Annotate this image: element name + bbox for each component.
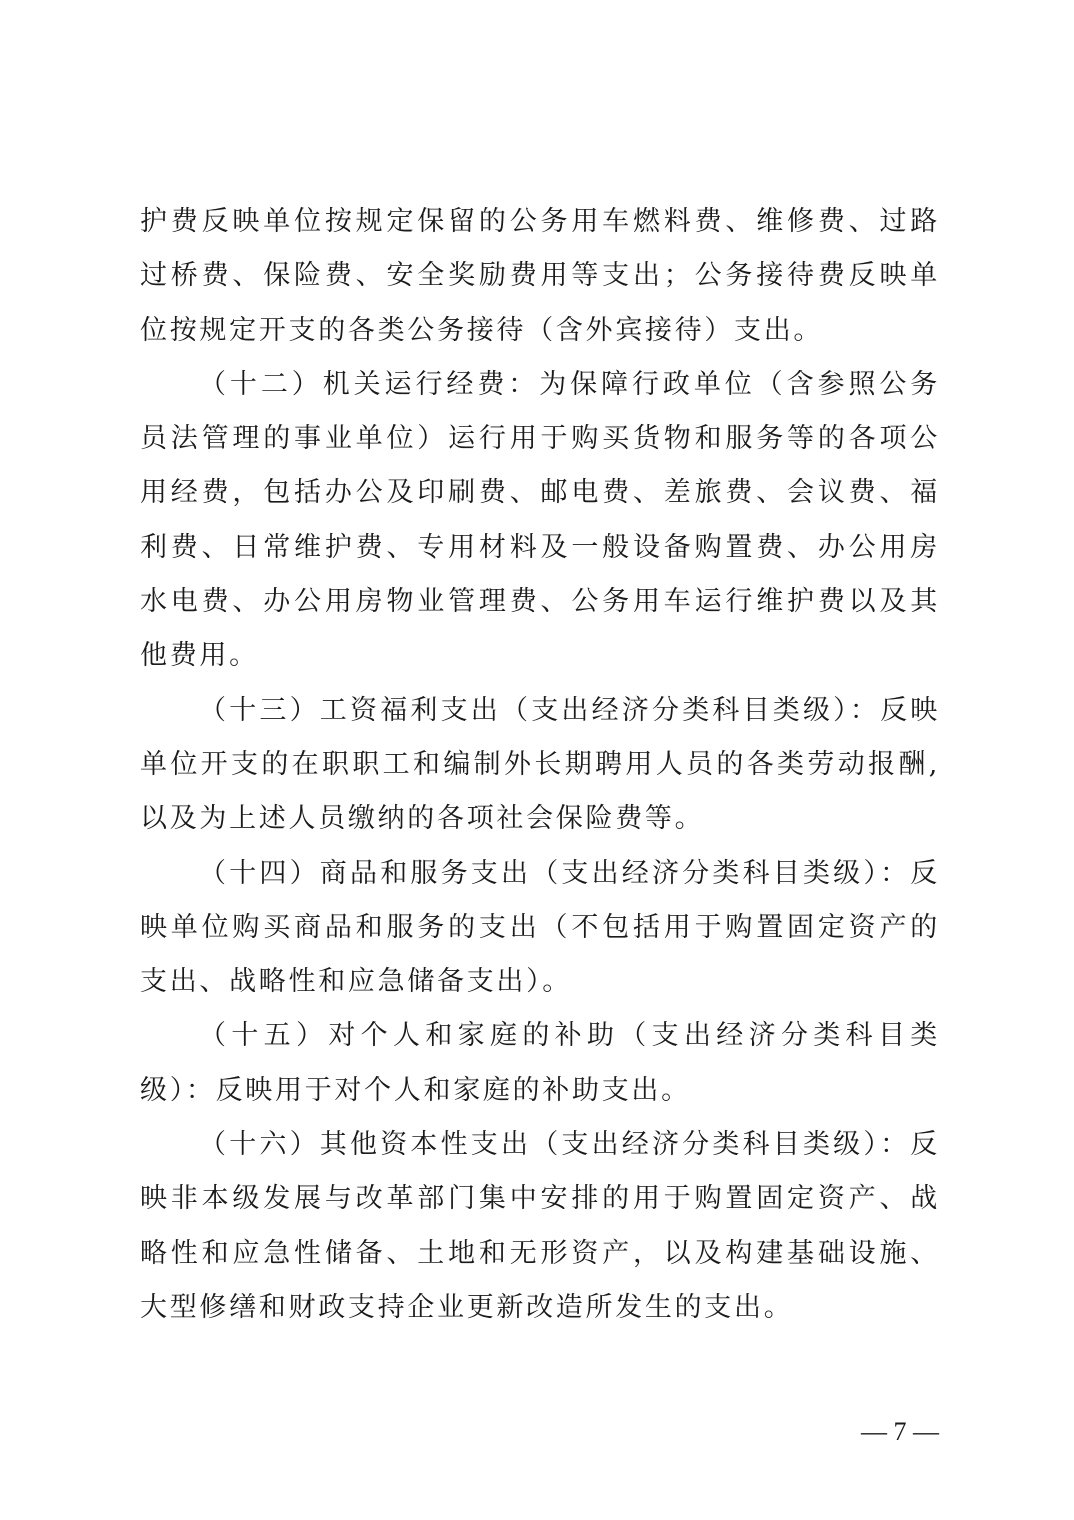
paragraph-16	[140, 1118, 940, 1335]
paragraph-heading: （十三）工资福利支出（支出经济分类科目类级）：	[199, 694, 881, 726]
paragraph-text: 反映单位购买商品和服务的支出（不包括用于购置固定资产的支出、战略性和应急储备支出）。	[140, 857, 940, 998]
paragraph-text: 反映用于对个人和家庭的补助支出。	[215, 1074, 691, 1106]
paragraph-heading: （十二）机关运行经费：	[199, 368, 540, 400]
paragraph-continuation	[140, 195, 940, 358]
paragraph-heading: （十四）商品和服务支出（支出经济分类科目类级）：	[199, 857, 911, 889]
paragraph-text: 反映单位开支的在职职工和编制外长期聘用人员的各类劳动报酬,以及为上述人员缴纳的各项社会保险费等。	[140, 694, 940, 835]
body-text	[140, 195, 940, 1335]
paragraph-text: 护费反映单位按规定保留的公务用车燃料费、维修费、过路过桥费、保险费、安全奖励费用等支出；公务接待费反映单位按规定开支的各类公务接待（含外宾接待）支出。	[140, 206, 940, 346]
paragraph-heading: （十五）对个人和家庭的补助（支出经济分类科目类级）：	[140, 1020, 940, 1106]
page-number: — 7 —	[861, 1417, 939, 1446]
paragraph-12	[140, 358, 940, 684]
paragraph-heading: （十六）其他资本性支出（支出经济分类科目类级）：	[199, 1129, 911, 1161]
paragraph-text: 为保障行政单位（含参照公务员法管理的事业单位）运行用于购买货物和服务等的各项公用经费，包括办公及印刷费、邮电费、差旅费、会议费、福利费、日常维护费、专用材料及一般设备购置费、办公用房水电费、办公用房物业管理费、公务用车运行维护费以及其他费用。	[140, 368, 940, 672]
paragraph-15	[140, 1009, 940, 1118]
paragraph-14	[140, 847, 940, 1010]
paragraph-13	[140, 684, 940, 847]
paragraph-text: 反映非本级发展与改革部门集中安排的用于购置固定资产、战略性和应急性储备、土地和无形资产，以及构建基础设施、大型修缮和财政支持企业更新改造所发生的支出。	[140, 1129, 940, 1323]
